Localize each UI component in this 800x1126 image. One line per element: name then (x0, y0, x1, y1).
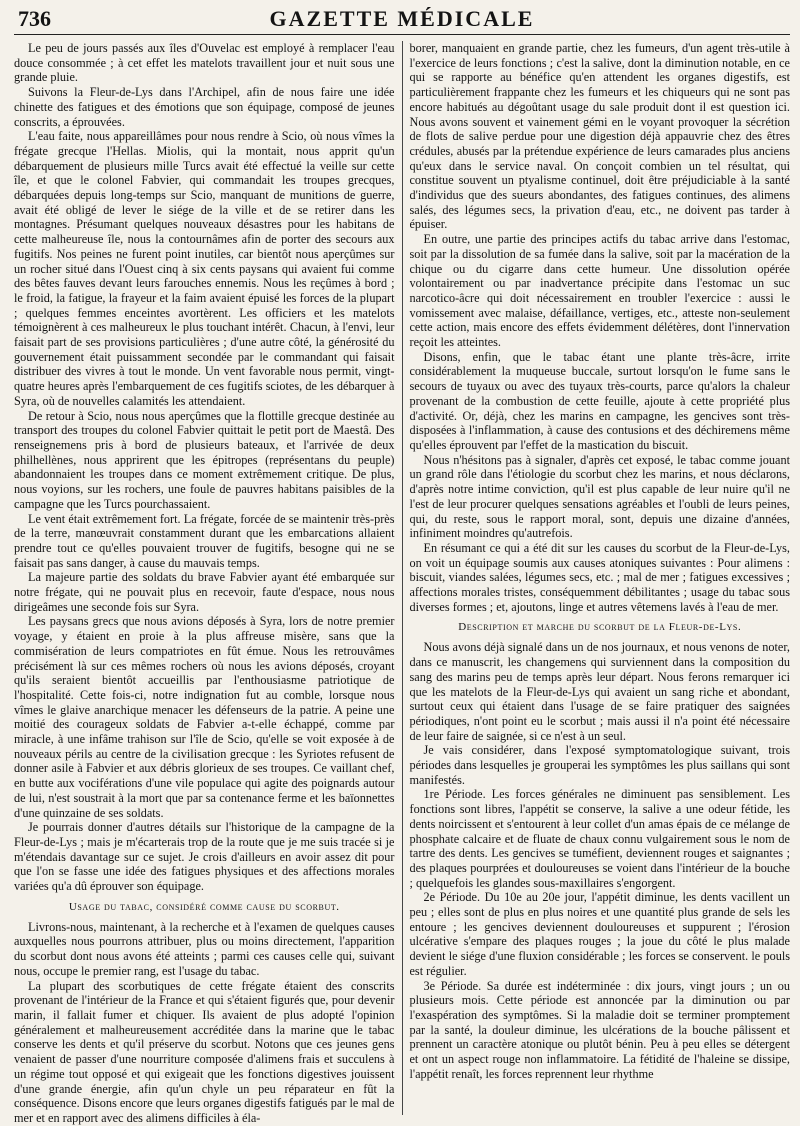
paragraph: borer, manquaient en grande partie, chez les fumeurs, d'un agent très-utile à l'exercice de leurs fonctions ; c'est la salive, dont la diminution notable, en ce qui se rapporte au bénéfice qu'en attendent les organes digestifs, est particulièrement frappante chez les fumeurs et les chiqueurs qui ne sont pas encore habitués au dégoûtant usage du sale produit dont il est question ici. Nous avons souvent et vainement gémi en le voyant provoquer la sécrétion de flots de salive perdue pour une digestion déjà appauvrie chez des êtres crédules, abusés par la prétendue expérience de leurs camarades plus anciens qu'eux dans le service naval. On conçoit combien un tel résultat, qui constitue souvent un ptyalisme continuel, doit être préjudiciable à la santé d'individus que des sueurs abondantes, des fatigues continues, des alimens salés, des légumes secs, la privation d'eau, etc., ne doivent pas tarder à épuiser. (409, 41, 790, 232)
paragraph: Disons, enfin, que le tabac étant une plante très-âcre, irrite considérablement la muqueuse buccale, surtout lorsqu'on le fume sans le secours de tuyaux ou avec des tuyaux très-courts, parce qu'alors la chaleur provenant de la combustion de cette feuille, ajoute à cette propriété plus d'activité. Or, déjà, chez les marins en campagne, les gencives sont très-disposées à l'inflammation, à cause des contusions et des déchiremens même qu'elles éprouvent par l'effet de la mastication du biscuit. (409, 349, 790, 452)
paragraph: Livrons-nous, maintenant, à la recherche et à l'examen de quelques causes auxquelles nous pourrons attribuer, plus ou moins directement, l'apparition du scorbut dont nous avons été atteints ; parmi ces causes celle qui, suivant nous, occupe le premier rang, est l'usage du tabac. (14, 919, 395, 978)
paragraph: Nous n'hésitons pas à signaler, d'après cet exposé, le tabac comme jouant un grand rôle dans l'étiologie du scorbut chez les marins, et nous déclarons, d'après notre intime conviction, qu'il est plus capable de leur nuire qu'il ne l'est de leur procurer quelques sensations agréables et l'oubli de leurs peines, qui, du reste, sous le rapport moral, sont, depuis une dizaine d'années, infiniment moindres qu'autrefois. (409, 452, 790, 541)
paragraph: La majeure partie des soldats du brave Fabvier ayant été embarquée sur notre frégate, qui ne pouvait plus en recevoir, faute d'espace, nous nous dirigeâmes une seconde fois sur Syra. (14, 570, 395, 614)
paragraph: Nous avons déjà signalé dans un de nos journaux, et nous venons de noter, dans ce manuscrit, les changemens qui surviennent dans la composition du sang des marins peu de temps après leur départ. Nous ferons remarquer ici que les matelots de la Fleur-de-Lys qui avaient un sang riche et abondant, surtout ceux qui étaient dans l'usage de se faire pratiquer des saignées périodiques, n'ont point eu le scorbut ; mais aussi il n'a point été nécessaire de leur faire de saignée, si ce n'est à un seul. (409, 640, 790, 743)
paragraph: La plupart des scorbutiques de cette frégate étaient des conscrits provenant de l'intérieur de la France et qui s'étaient figurés que, pour devenir marin, il fallait fumer et chiquer. Ils avaient de plus adopté l'opinion généralement et malheureusement accréditée dans la marine que le tabac conserve les dents et qu'il préserve du scorbut. Notons que ces jeunes gens venaient de passer d'une nourriture composée d'alimens frais et succulens à un régime tout opposé et qui exigeait que les fonctions digestives jouissent d'une grande énergie, afin qu'un chyle un peu réparateur en fût la conséquence. Disons encore que leurs organes digestifs fatigués par le mal de mer et en rapport avec des alimens difficiles à éla- (14, 978, 395, 1125)
paragraph: Les paysans grecs que nous avions déposés à Syra, lors de notre premier voyage, y étaient en proie à la plus affreuse misère, sans que la commisération de leurs compatriotes en fût émue. Nous les retrouvâmes précisément là sur ces mêmes rochers où nous les avions déposés, croyant qu'ils seraient bientôt accueillis par l'enthousiasme patriotique de l'hospitalité. Cette fois-ci, notre indignation fut au comble, lorsque nous vîmes le glaive anarchique menacer les défenseurs de la patrie. A peine une moitié des courageux soldats de Fabvier a-t-elle échappé, comme par miracle, à une infâme trahison sur l'île de Scio, qu'elle se voit exposée à de nouveaux périls au centre de la civilisation grecque : les Syriotes refusent de donner asile à Fabvier et aux débris glorieux de ses troupes. Ce vaillant chef, en butte aux vociférations d'une vile populace qui agite des poignards autour de lui, n'est soustrait à la mort que par sa contenance ferme et les baïonnettes d'une quinzaine de ses soldats. (14, 614, 395, 820)
paragraph: L'eau faite, nous appareillâmes pour nous rendre à Scio, où nous vîmes la frégate grecque l'Hellas. Miolis, qui la montait, nous apprit qu'un débarquement de plusieurs mille Turcs avait été effectué la veille sur cette île, et que le colonel Fabvier, qui commandait les troupes grecques, débarquées depuis long-temps sur Scio, manquant de munitions de guerre, avait été obligé de lever le siége de la ville et de se retirer dans les montagnes. Présumant quelques nouveaux désastres pour les habitans de cette malheureuse île, nous la contournâmes afin de porter des secours aux fugitifs. Nos peines ne furent point inutiles, car bientôt nous aperçûmes sur un rocher situé dans l'Ouest cinq à six cents paysans qui avaient fui comme des bêtes fauves devant leurs farouches ennemis. Nous les reçûmes à bord ; le froid, la fatigue, la frayeur et la faim avaient épuisé les forces de la plupart ; quelques femmes enceintes avortèrent. Les officiers et les matelots témoignèrent à ces malheureux le plus touchant intérêt. Chacun, à l'envi, leur faisait part de ses provisions particulières ; d'une autre côté, la générosité du gouvernement était puissamment secondée par le commandant qui faisait distribuer des vivres à tout le monde. Un vent favorable nous permit, vingt-quatre heures après l'embarquement de ces fugitifs sciotes, de les débarquer à Syra, où de nouvelles calamités les attendaient. (14, 129, 395, 408)
paragraph: En résumant ce qui a été dit sur les causes du scorbut de la Fleur-de-Lys, on voit un équipage soumis aux causes atoniques suivantes : Pour alimens : biscuit, viandes salées, légumes secs, etc. ; mal de mer ; fatigues excessives ; affections morales tristes, conséquemment débilitantes ; usage du tabac sous diverses formes ; et, ajoutons, linge et autres vêtemens lavés à l'eau de mer. (409, 540, 790, 614)
journal-title: GAZETTE MÉDICALE (269, 6, 535, 31)
paragraph: Je pourrais donner d'autres détails sur l'historique de la campagne de la Fleur-de-Lys ; mais je m'écarterais trop de la route que je me suis tracée si je m'étendais davantage sur ce sujet. Je crois d'ailleurs en avoir assez dit pour que l'on se fasse une idée des fatigues physiques et des affections morales variées qu'a dû éprouver son équipage. (14, 820, 395, 894)
paragraph: Le peu de jours passés aux îles d'Ouvelac est employé à remplacer l'eau douce consommée ; à cet effet les matelots travaillent jour et nuit sous une grande pluie. (14, 41, 395, 85)
right-column (402, 41, 791, 1115)
paragraph: 2e Période. Du 10e au 20e jour, l'appétit diminue, les dents vacillent un peu ; elles sont de plus en plus noires et une quantité plus grande de sels les entoure ; les gencives deviennent douloureuses et suppurent ; l'érosion ulcérative s'empare des plaques rouges ; la joue du côté le plus malade devient le siége d'une fluxion considérable ; les forces se conservent. le pouls est régulier. (409, 890, 790, 978)
paragraph: Le vent était extrêmement fort. La frégate, forcée de se maintenir très-près de la terre, manœuvrait constamment durant que les embarcations allaient prendre tout ce qu'elles pouvaient trouver de fugitifs, besogne qui ne se faisait pas sans danger, à cause du mauvais temps. (14, 511, 395, 570)
section-heading: Description et marche du scorbut de la Fleur-de-Lys. (458, 621, 742, 634)
paragraph: En outre, une partie des principes actifs du tabac arrive dans l'estomac, soit par la dissolution de sa fumée dans la salive, soit par la macération de la chique ou du cigarre dans cette humeur. Une dissolution opérée volontairement ou par inadvertance précipite dans l'estomac un suc narcotico-âcre qui doit nécessairement en troubler l'exercice : aussi le vomissement avec malaise, défaillance, vertiges, etc., atteste non-seulement cette action, mais encore des effets évidemment délétères, dont l'innervation reçoit les atteintes. (409, 232, 790, 350)
paragraph: 1re Période. Les forces générales ne diminuent pas sensiblement. Les fonctions sont libres, l'appétit se conserve, la salive a une odeur fétide, les dents noircissent et s'entourent à leur collet d'un amas épais de ce mélange de phosphate calcaire et de fluate de chaux connu vulgairement sous le nom de tartre des dents. Les gencives se tuméfient, deviennent rouges et saignantes ; des plaques pourprées et douloureuses se voient dans l'intérieur de la bouche ; quelquefois les glandes sous-maxillaires s'engorgent. (409, 787, 790, 890)
paragraph: 3e Période. Sa durée est indéterminée : dix jours, vingt jours ; un ou plusieurs mois. Cette période est annoncée par la diminution ou par l'exaspération des symptômes. Si la maladie doit se terminer promptement par la santé, la douleur diminue, les ulcérations de la bouche pâlissent et prennent un caractère atonique ou plutôt bénin. Peu à peu elles se détergent et ont un aspect rouge non inflammatoire. La fétidité de l'haleine se dissipe, l'appétit renaît, les forces reprennent leur rhythme (409, 978, 790, 1081)
paragraph: De retour à Scio, nous nous aperçûmes que la flottille grecque destinée au transport des troupes du colonel Fabvier quittait le petit port de Maestâ. Des renseignemens pris à bord de plusieurs bateaux, et l'arrivée de deux philhellènes, nous apprirent que les épitropes (représentans du peuple) abandonnaient les troupes dans ce moment extrêmement critique. De plus, nous voyions, sur les rochers, une foule de pauvres habitans paisibles de la campagne que les Turcs pourchassaient. (14, 408, 395, 511)
paragraph: Je vais considérer, dans l'exposé symptomatologique suivant, trois périodes dans lesquelles je grouperai les symptômes les plus saillans qui sont manifestés. (409, 743, 790, 787)
section-heading: Usage du tabac, considéré comme cause du scorbut. (68, 900, 340, 913)
page-header (14, 6, 790, 35)
left-column (14, 41, 402, 1125)
page-number: 736 (18, 6, 51, 31)
two-column-body (14, 41, 790, 1125)
paragraph: Suivons la Fleur-de-Lys dans l'Archipel, afin de nous faire une idée chinette des fatigues et des émotions que son équipage, composé de jeunes conscrits, a éprouvées. (14, 85, 395, 129)
